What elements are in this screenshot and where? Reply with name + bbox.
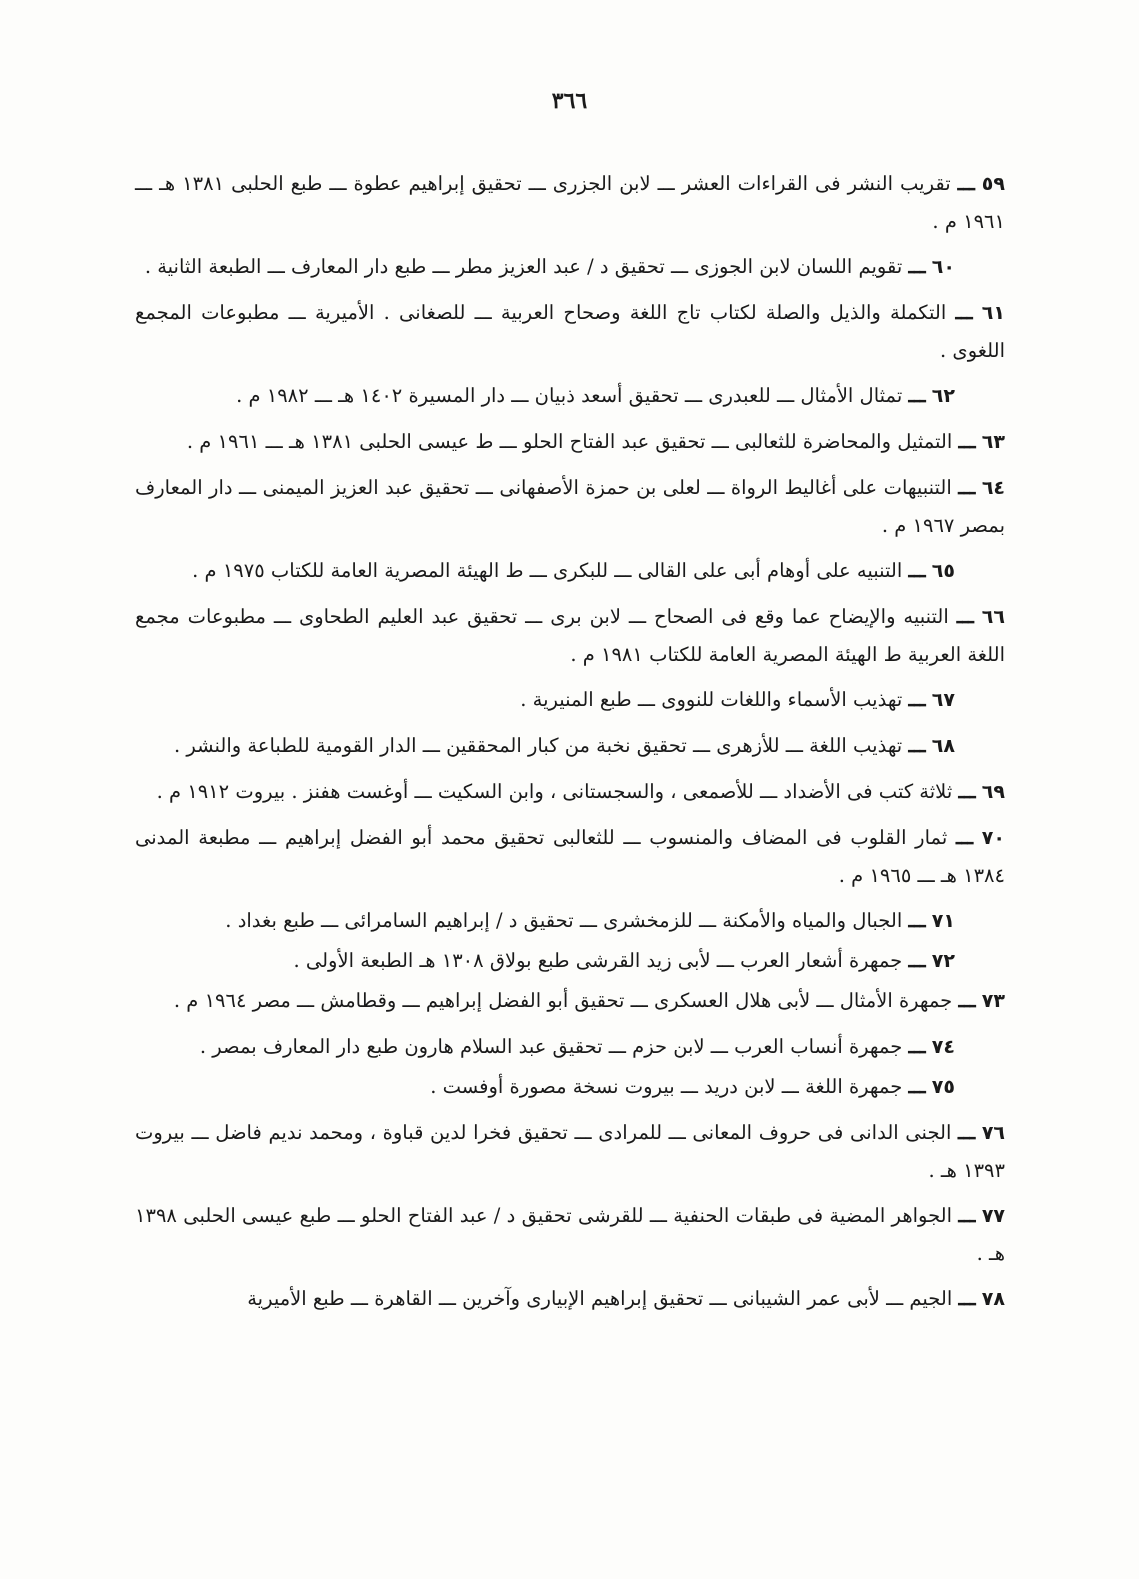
bib-entry-70: ٧٠ ـــ ثمار القلوب فى المضاف والمنسوب ـــ للثعالبى تحقيق محمد أبو الفضل إبراهيم ـــ مطبعة المدنى ١٣٨٤ هـ ـــ ١٩٦٥ م .	[135, 826, 1005, 887]
entry-text: تقويم اللسان لابن الجوزى ـــ تحقيق د / عبد العزيز مطر ـــ طبع دار المعارف ـــ الطبعة الثانية .	[144, 255, 903, 278]
bib-entry-62: ٦٢ ـــ تمثال الأمثال ـــ للعبدرى ـــ تحقيق أسعد ذبيان ـــ دار المسيرة ١٤٠٢ هـ ـــ ١٩٨٢ م .	[236, 384, 955, 407]
entry-text: تهذيب اللغة ـــ للأزهرى ـــ تحقيق نخبة من كبار المحققين ـــ الدار القومية للطباعة والنشر .	[173, 734, 903, 757]
entry-number: ٦٤	[981, 477, 1006, 499]
bib-entry-67: ٦٧ ـــ تهذيب الأسماء واللغات للنووى ـــ طبع المنيرية .	[520, 688, 955, 711]
entry-text: التنبيه والإيضاح عما وقع فى الصحاح ـــ لابن برى ـــ تحقيق عبد العليم الطحاوى ـــ مطبوعات مجمع اللغة العربية ط الهيئة المصرية العامة للكتاب ١٩٨١ م .	[135, 605, 1005, 666]
entry-number: ٦٥	[931, 560, 955, 582]
entry-text: الجيم ـــ لأبى عمر الشيبانى ـــ تحقيق إبراهيم الإبيارى وآخرين ـــ القاهرة ـــ طبع الأميرية	[247, 1287, 953, 1310]
entry-number: ٧٥	[931, 1076, 955, 1098]
entry-number: ٦٠	[931, 256, 955, 278]
entry-text: ثمار القلوب فى المضاف والمنسوب ـــ للثعالبى تحقيق محمد أبو الفضل إبراهيم ـــ مطبعة المدنى ١٣٨٤ هـ ـــ ١٩٦٥ م .	[135, 826, 1005, 887]
entry-number: ٦٦	[981, 606, 1005, 628]
entry-number: ٦٣	[981, 431, 1005, 453]
entry-number: ٦٢	[931, 385, 955, 407]
bib-entry-64: ٦٤ ـــ التنبيهات على أغاليط الرواة ـــ لعلى بن حمزة الأصفهانى ـــ تحقيق عبد العزيز الميمنى ـــ دار المعارف بمصر ١٩٦٧ م .	[135, 476, 1006, 537]
bib-entry-71: ٧١ ـــ الجبال والمياه والأمكنة ـــ للزمخشرى ـــ تحقيق د / إبراهيم السامرائى ـــ طبع بغداد .	[225, 909, 955, 932]
entry-number: ٧٢	[931, 950, 955, 972]
bib-entry-59: ٥٩ ـــ تقريب النشر فى القراءات العشر ـــ لابن الجزرى ـــ تحقيق إبراهيم عطوة ـــ طبع الحلبى ١٣٨١ هـ ـــ ١٩٦١ م .	[135, 172, 1005, 233]
bib-entry-61: ٦١ ـــ التكملة والذيل والصلة لكتاب تاج اللغة وصحاح العربية ـــ للصغانى . الأميرية ـــ مطبوعات المجمع اللغوى .	[135, 301, 1005, 362]
bib-entry-65: ٦٥ ـــ التنبيه على أوهام أبى على القالى ـــ للبكرى ـــ ط الهيئة المصرية العامة للكتاب ١٩٧٥ م .	[192, 559, 955, 582]
entry-text: جمهرة اللغة ـــ لابن دريد ـــ بيروت نسخة مصورة أوفست .	[430, 1075, 903, 1098]
entry-number: ٦٨	[931, 735, 955, 757]
bib-entry-66: ٦٦ ـــ التنبيه والإيضاح عما وقع فى الصحاح ـــ لابن برى ـــ تحقيق عبد العليم الطحاوى ـــ مطبوعات مجمع اللغة العربية ط الهيئة المصرية العامة للكتاب ١٩٨١ م .	[135, 605, 1005, 666]
entry-text: تقريب النشر فى القراءات العشر ـــ لابن الجزرى ـــ تحقيق إبراهيم عطوة ـــ طبع الحلبى ١٣٨١ هـ ـــ ١٩٦١ م .	[135, 172, 1005, 233]
entry-text: جمهرة أشعار العرب ـــ لأبى زيد القرشى طبع بولاق ١٣٠٨ هـ الطبعة الأولى .	[293, 949, 903, 972]
bib-entry-68: ٦٨ ـــ تهذيب اللغة ـــ للأزهرى ـــ تحقيق نخبة من كبار المحققين ـــ الدار القومية للطباعة والنشر .	[173, 734, 955, 757]
bib-entry-74: ٧٤ ـــ جمهرة أنساب العرب ـــ لابن حزم ـــ تحقيق عبد السلام هارون طبع دار المعارف بمصر .	[199, 1035, 955, 1058]
entry-text: التنبيهات على أغاليط الرواة ـــ لعلى بن حمزة الأصفهانى ـــ تحقيق عبد العزيز الميمنى ـــ دار المعارف بمصر ١٩٦٧ م .	[135, 476, 1005, 537]
entry-number: ٦١	[981, 302, 1005, 324]
bib-entry-60: ٦٠ ـــ تقويم اللسان لابن الجوزى ـــ تحقيق د / عبد العزيز مطر ـــ طبع دار المعارف ـــ الطبعة الثانية .	[144, 255, 955, 278]
entry-text: الجواهر المضية فى طبقات الحنفية ـــ للقرشى تحقيق د / عبد الفتاح الحلو ـــ طبع عيسى الحلبى ١٣٩٨ هـ .	[135, 1204, 1005, 1265]
bib-entry-76: ٧٦ ـــ الجنى الدانى فى حروف المعانى ـــ للمرادى ـــ تحقيق فخرا لدين قباوة ، ومحمد نديم فاضل ـــ بيروت ١٣٩٣ هـ .	[135, 1121, 1006, 1182]
entry-number: ٧٠	[981, 827, 1005, 849]
entry-text: الجنى الدانى فى حروف المعانى ـــ للمرادى ـــ تحقيق فخرا لدين قباوة ، ومحمد نديم فاضل ـــ بيروت ١٣٩٣ هـ .	[135, 1121, 1005, 1182]
page-number: ٣٦٦	[551, 88, 588, 114]
bibliography-list	[135, 165, 1005, 1318]
entry-text: التكملة والذيل والصلة لكتاب تاج اللغة وصحاح العربية ـــ للصغانى . الأميرية ـــ مطبوعات المجمع اللغوى .	[135, 301, 1005, 362]
entry-number: ٦٩	[981, 781, 1005, 803]
entry-number: ٧٤	[931, 1036, 955, 1058]
entry-number: ٧٦	[981, 1122, 1006, 1144]
bib-entry-77: ٧٧ ـــ الجواهر المضية فى طبقات الحنفية ـــ للقرشى تحقيق د / عبد الفتاح الحلو ـــ طبع عيسى الحلبى ١٣٩٨ هـ .	[135, 1204, 1006, 1265]
bib-entry-69: ٦٩ ـــ ثلاثة كتب فى الأضداد ـــ للأصمعى ، والسجستانى ، وابن السكيت ـــ أوغست هفنز . بيروت ١٩١٢ م .	[156, 780, 1005, 803]
entry-text: التمثيل والمحاضرة للثعالبى ـــ تحقيق عبد الفتاح الحلو ـــ ط عيسى الحلبى ١٣٨١ هـ ـــ ١٩٦١ م .	[186, 430, 953, 453]
entry-text: تهذيب الأسماء واللغات للنووى ـــ طبع المنيرية .	[520, 688, 903, 711]
entry-text: جمهرة أنساب العرب ـــ لابن حزم ـــ تحقيق عبد السلام هارون طبع دار المعارف بمصر .	[199, 1035, 903, 1058]
bib-entry-72: ٧٢ ـــ جمهرة أشعار العرب ـــ لأبى زيد القرشى طبع بولاق ١٣٠٨ هـ الطبعة الأولى .	[293, 949, 955, 972]
entry-number: ٧٧	[981, 1205, 1006, 1227]
bib-entry-73: ٧٣ ـــ جمهرة الأمثال ـــ لأبى هلال العسكرى ـــ تحقيق أبو الفضل إبراهيم ـــ وقطامش ـــ مصر ١٩٦٤ م .	[173, 989, 1005, 1012]
bib-entry-63: ٦٣ ـــ التمثيل والمحاضرة للثعالبى ـــ تحقيق عبد الفتاح الحلو ـــ ط عيسى الحلبى ١٣٨١ هـ ـــ ١٩٦١ م .	[186, 430, 1005, 453]
bib-entry-78: ٧٨ ـــ الجيم ـــ لأبى عمر الشيبانى ـــ تحقيق إبراهيم الإبيارى وآخرين ـــ القاهرة ـــ طبع الأميرية	[247, 1287, 1005, 1310]
entry-text: الجبال والمياه والأمكنة ـــ للزمخشرى ـــ تحقيق د / إبراهيم السامرائى ـــ طبع بغداد .	[225, 909, 903, 932]
entry-number: ٧١	[931, 910, 955, 932]
entry-number: ٧٣	[981, 990, 1005, 1012]
entry-text: جمهرة الأمثال ـــ لأبى هلال العسكرى ـــ تحقيق أبو الفضل إبراهيم ـــ وقطامش ـــ مصر ١٩٦٤ م .	[173, 989, 953, 1012]
entry-number: ٧٨	[981, 1288, 1005, 1310]
entry-text: تمثال الأمثال ـــ للعبدرى ـــ تحقيق أسعد ذبيان ـــ دار المسيرة ١٤٠٢ هـ ـــ ١٩٨٢ م .	[236, 384, 903, 407]
entry-text: ثلاثة كتب فى الأضداد ـــ للأصمعى ، والسجستانى ، وابن السكيت ـــ أوغست هفنز . بيروت ١٩١٢ م .	[156, 780, 953, 803]
entry-number: ٥٩	[981, 173, 1005, 195]
bib-entry-75: ٧٥ ـــ جمهرة اللغة ـــ لابن دريد ـــ بيروت نسخة مصورة أوفست .	[430, 1075, 955, 1098]
entry-text: التنبيه على أوهام أبى على القالى ـــ للبكرى ـــ ط الهيئة المصرية العامة للكتاب ١٩٧٥ م .	[192, 559, 903, 582]
entry-number: ٦٧	[931, 689, 955, 711]
